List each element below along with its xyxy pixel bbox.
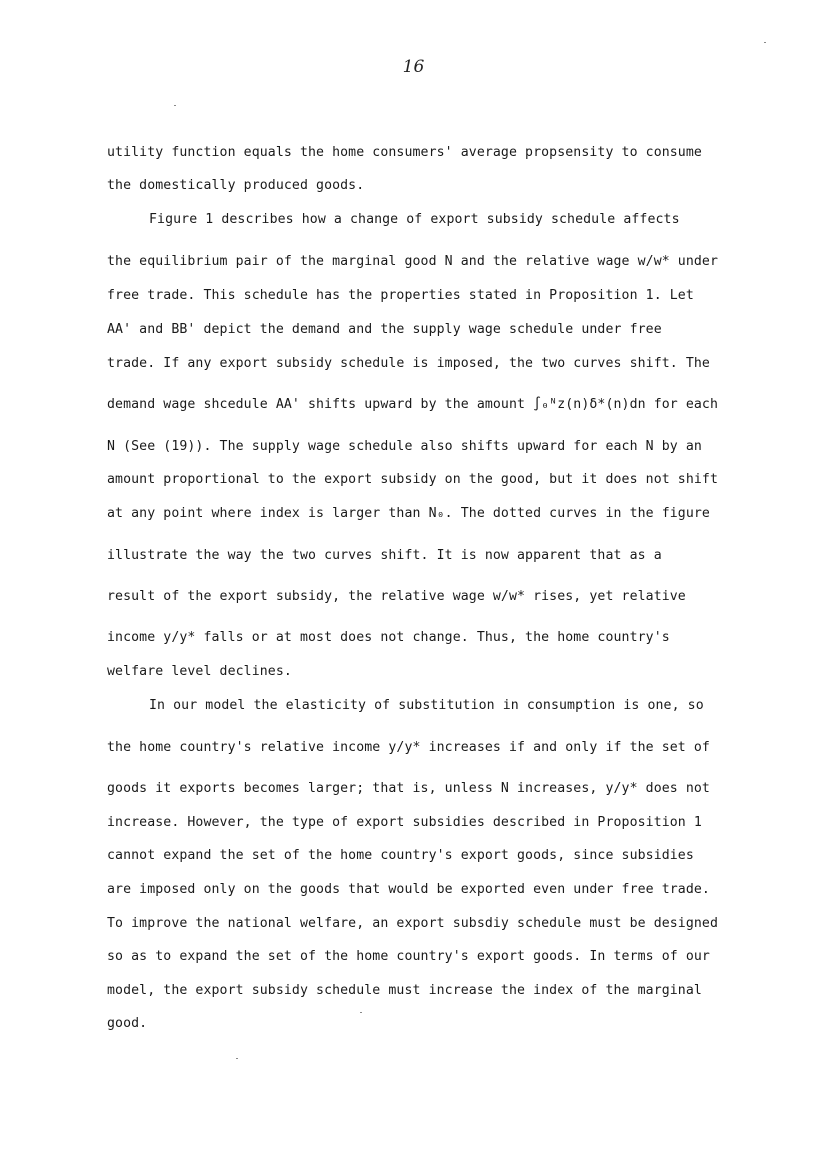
- text-line: welfare level declines.: [107, 664, 292, 679]
- text-line: cannot expand the set of the home country's export goods, since subsidies: [107, 848, 694, 863]
- text-line: trade. If any export subsidy schedule is imposed, the two curves shift. The: [107, 356, 710, 371]
- text-line: are imposed only on the goods that would be exported even under free trade.: [107, 882, 710, 897]
- scan-speck: [236, 1058, 238, 1059]
- scan-speck: [764, 42, 766, 43]
- scan-speck: [174, 105, 176, 106]
- text-line: In our model the elasticity of substitution in consumption is one, so: [149, 698, 704, 713]
- text-line: Figure 1 describes how a change of export subsidy schedule affects: [149, 212, 680, 227]
- text-line: model, the export subsidy schedule must increase the index of the marginal: [107, 983, 702, 998]
- text-line: so as to expand the set of the home country's export goods. In terms of our: [107, 949, 710, 964]
- text-line: at any point where index is larger than N₀. The dotted curves in the figure: [107, 506, 710, 521]
- text-line: To improve the national welfare, an export subsdiy schedule must be designed: [107, 916, 719, 931]
- text-line: utility function equals the home consumers' average propsensity to consume: [107, 145, 702, 160]
- scan-speck: [360, 1012, 362, 1013]
- text-line: good.: [107, 1016, 148, 1031]
- text-line: AA' and BB' depict the demand and the supply wage schedule under free: [107, 322, 662, 337]
- text-line: the equilibrium pair of the marginal good N and the relative wage w/w* under: [107, 254, 719, 269]
- page-number: 16: [402, 57, 425, 77]
- text-line: free trade. This schedule has the properties stated in Proposition 1. Let: [107, 288, 694, 303]
- text-line: goods it exports becomes larger; that is, unless N increases, y/y* does not: [107, 781, 710, 796]
- text-line: increase. However, the type of export subsidies described in Proposition 1: [107, 815, 702, 830]
- text-line: illustrate the way the two curves shift. It is now apparent that as a: [107, 548, 662, 563]
- text-line: N (See (19)). The supply wage schedule also shifts upward for each N by an: [107, 439, 702, 454]
- text-line: the domestically produced goods.: [107, 178, 365, 193]
- text-line: amount proportional to the export subsidy on the good, but it does not shift: [107, 472, 719, 487]
- text-line: income y/y* falls or at most does not change. Thus, the home country's: [107, 630, 670, 645]
- text-line: demand wage shcedule AA' shifts upward by the amount ∫₀ᴺz(n)δ*(n)dn for each: [107, 397, 719, 412]
- text-line: the home country's relative income y/y* increases if and only if the set of: [107, 740, 710, 755]
- text-line: result of the export subsidy, the relative wage w/w* rises, yet relative: [107, 589, 686, 604]
